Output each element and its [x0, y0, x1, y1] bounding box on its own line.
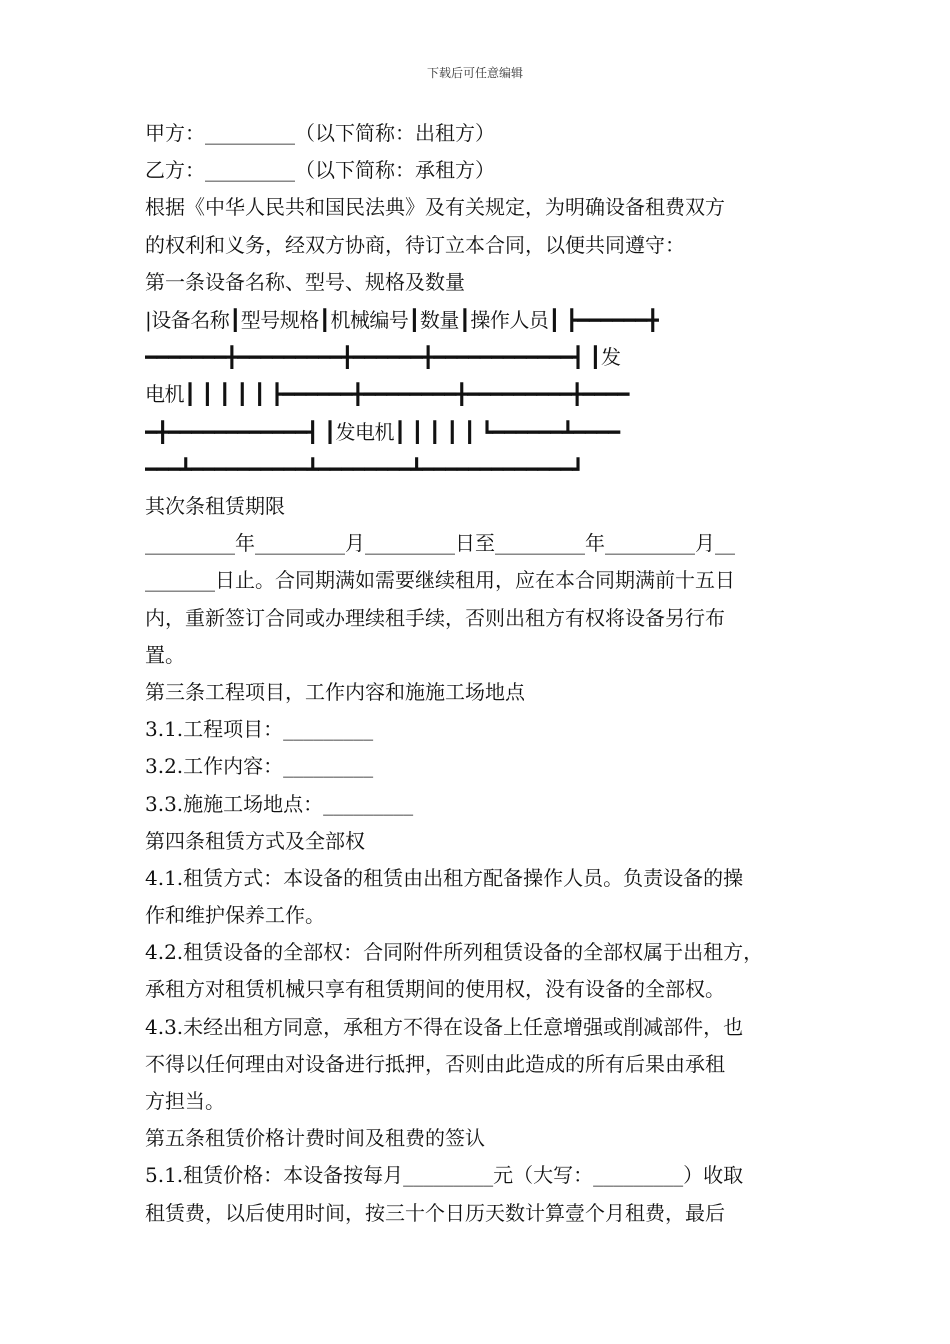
article-4-heading: 第四条租赁方式及全部权	[145, 828, 365, 853]
page-header-note: 下载后可任意编辑	[426, 66, 523, 80]
table-line: ━━━┻━━━━━━━━━━┻━━━━━━━━┻━━━━━━━━━━━━━┛	[145, 456, 584, 481]
lease-period-line: _______日止。合同期满如需要继续租用，应在本合同期满前十五日	[145, 568, 735, 593]
preamble-line: 的权利和义务，经双方协商，待订立本合同，以便共同遵守：	[145, 232, 685, 257]
party-a-line: 甲方：_________（以下简称：出租方）	[145, 121, 495, 145]
table-line: ━━━━━━━╋━━━━━━━━━╋━━━━━━╋━━━━━━━━━━━━┫ ┃发	[145, 345, 621, 370]
clause-3-1: 3.1.工程项目：_________	[145, 717, 374, 742]
clause-3-2: 3.2.工作内容：_________	[145, 754, 374, 779]
table-line: ━╋━━━━━━━━━━━━┫ ┃发电机┃ ┃ ┃ ┃ ┃ ┗━━━━━━┻━━━━	[145, 419, 620, 444]
clause-4-1: 4.1.租赁方式：本设备的租赁由出租方配备操作人员。负责设备的操	[145, 865, 744, 890]
clause-4-2: 4.2.租赁设备的全部权：合同附件所列租赁设备的全部权属于出租方，	[145, 940, 764, 965]
party-b-line: 乙方：_________（以下简称：承租方）	[145, 158, 495, 183]
clause-4-3: 不得以任何理由对设备进行抵押，否则由此造成的所有后果由承租	[145, 1051, 725, 1076]
article-3-heading: 第三条工程项目，工作内容和施施工场地点	[145, 679, 525, 704]
preamble-line: 根据《中华人民共和国民法典》及有关规定，为明确设备租费双方	[145, 195, 725, 220]
article-1-heading: 第一条设备名称、型号、规格及数量	[145, 269, 465, 294]
table-line: |设备名称┃型号规格┃机械编号┃数量┃操作人员┃ ┣━━━━━━╋	[145, 308, 659, 332]
article-2-heading: 其次条租赁期限	[145, 494, 285, 518]
contract-body-bottom	[145, 488, 810, 1232]
article-5-heading: 第五条租赁价格计费时间及租费的签认	[145, 1126, 485, 1151]
table-line: 电机┃ ┃ ┃ ┃ ┃ ┣━━━━━━╋━━━━━━━━╋━━━━━━━━━╋━━━━	[145, 382, 629, 407]
clause-4-3: 4.3.未经出租方同意，承租方不得在设备上任意增强或削减部件，也	[145, 1014, 744, 1039]
clause-3-3: 3.3.施施工场地点：_________	[145, 791, 414, 816]
lease-period-line: 内，重新签订合同或办理续租手续，否则出租方有权将设备另行布	[145, 605, 725, 630]
clause-4-2: 承租方对租赁机械只享有租赁期间的使用权，没有设备的全部权。	[145, 977, 725, 1002]
lease-period-line: _________年_________月_________日至_________年_________月__	[145, 531, 735, 556]
clause-5-1: 租赁费，以后使用时间，按三十个日历天数计算壹个月租费，最后	[145, 1200, 725, 1225]
contract-body-top	[145, 115, 810, 301]
equipment-table-text	[145, 302, 810, 488]
clause-4-3: 方担当。	[145, 1089, 225, 1113]
lease-period-line: 置。	[145, 642, 185, 667]
clause-4-1: 作和维护保养工作。	[145, 903, 325, 928]
clause-5-1: 5.1.租赁价格：本设备按每月_________元（大写：_________）收取	[145, 1163, 744, 1188]
